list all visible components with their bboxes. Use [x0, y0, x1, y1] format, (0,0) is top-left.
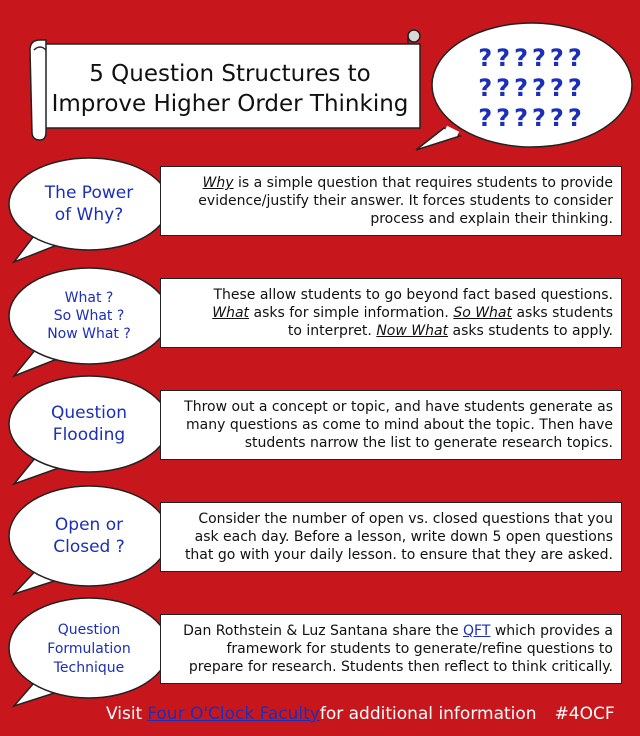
emphasis-word: Why: [202, 175, 234, 191]
emphasis-word: What: [212, 305, 250, 321]
page-title: [46, 52, 414, 126]
bubble-label-qft: [20, 618, 158, 680]
footer-post: for additional information: [319, 704, 537, 724]
bubble-line: Question: [57, 621, 121, 638]
section-text: [173, 508, 621, 566]
text-span: asks students to apply.: [448, 323, 613, 339]
text-line: [212, 304, 613, 322]
text-line: framework for students to generate/refine questions to: [226, 641, 613, 657]
text-span: asks students: [512, 305, 613, 321]
text-line: Throw out a concept or topic, and have students generate as: [184, 399, 613, 415]
question-marks: [456, 40, 608, 136]
text-line: evidence/justify their answer. It forces students to consider: [198, 193, 613, 209]
bubble-line: Question: [50, 403, 128, 423]
section-text: [200, 284, 621, 342]
bubble-line: Closed ?: [53, 537, 125, 557]
bubble-line: Now What ?: [47, 326, 131, 342]
footer: [0, 700, 640, 728]
emphasis-word: So What: [453, 305, 512, 321]
footer-pre: Visit: [106, 704, 143, 724]
title-line-2: Improve Higher Order Thinking: [51, 91, 409, 117]
text-line: students narrow the list to generate research topics.: [244, 435, 613, 451]
emphasis-word: Now What: [376, 323, 449, 339]
text-line: many questions as come to mind about the topic. Then have: [186, 417, 613, 433]
text-line: ask each day. Before a lesson, write down 5 open questions: [194, 529, 613, 545]
section-text: [171, 620, 621, 678]
text-line: [212, 322, 613, 340]
section-box-question-flooding: [160, 390, 622, 460]
text-line: [183, 622, 613, 640]
bubble-line: What ?: [64, 290, 114, 306]
bubble-line: Formulation: [47, 640, 131, 657]
question-marks-row: ??????: [478, 104, 586, 132]
section-text: [172, 396, 621, 454]
footer-hashtag: #4OCF: [554, 704, 615, 724]
text-line: prepare for research. Students then reflect to think critically.: [188, 659, 613, 675]
section-box-power-of-why: [160, 166, 622, 236]
title-line-1: 5 Question Structures to: [89, 61, 371, 87]
bubble-line: Technique: [53, 659, 125, 676]
bubble-line: The Power: [44, 183, 134, 203]
text-line: Consider the number of open vs. closed questions that you: [198, 511, 613, 527]
text-span: asks for simple information.: [249, 305, 454, 321]
text-span: to interpret.: [287, 323, 377, 339]
section-box-open-or-closed: [160, 502, 622, 572]
bubble-line: of Why?: [54, 205, 124, 225]
section-box-qft: [160, 614, 622, 684]
text-line: [198, 174, 613, 192]
text-span: which provides a: [490, 623, 613, 639]
bubble-line: Flooding: [52, 425, 126, 445]
text-span: Dan Rothstein & Luz Santana share the: [183, 623, 464, 639]
bubble-label-power-of-why: [20, 170, 158, 238]
question-marks-row: ??????: [478, 74, 586, 102]
bubble-line: So What ?: [53, 308, 125, 324]
bubble-label-question-flooding: [20, 392, 158, 456]
qft-link[interactable]: QFT: [463, 623, 491, 639]
text-line: process and explain their thinking.: [370, 211, 613, 227]
section-box-what-so-what: [160, 278, 622, 348]
four-oclock-faculty-link[interactable]: Four O'Clock Faculty: [147, 704, 320, 724]
question-marks-row: ??????: [478, 44, 586, 72]
section-text: [186, 172, 621, 230]
text-span: is a simple question that requires students to provide: [233, 175, 613, 191]
text-line: These allow students to go beyond fact based questions.: [213, 287, 613, 303]
text-line: that go with your daily lesson. to ensure that they are asked.: [184, 547, 613, 563]
bubble-label-what-so-what: [20, 284, 158, 348]
bubble-line: Open or: [54, 515, 124, 535]
bubble-label-open-or-closed: [20, 504, 158, 568]
